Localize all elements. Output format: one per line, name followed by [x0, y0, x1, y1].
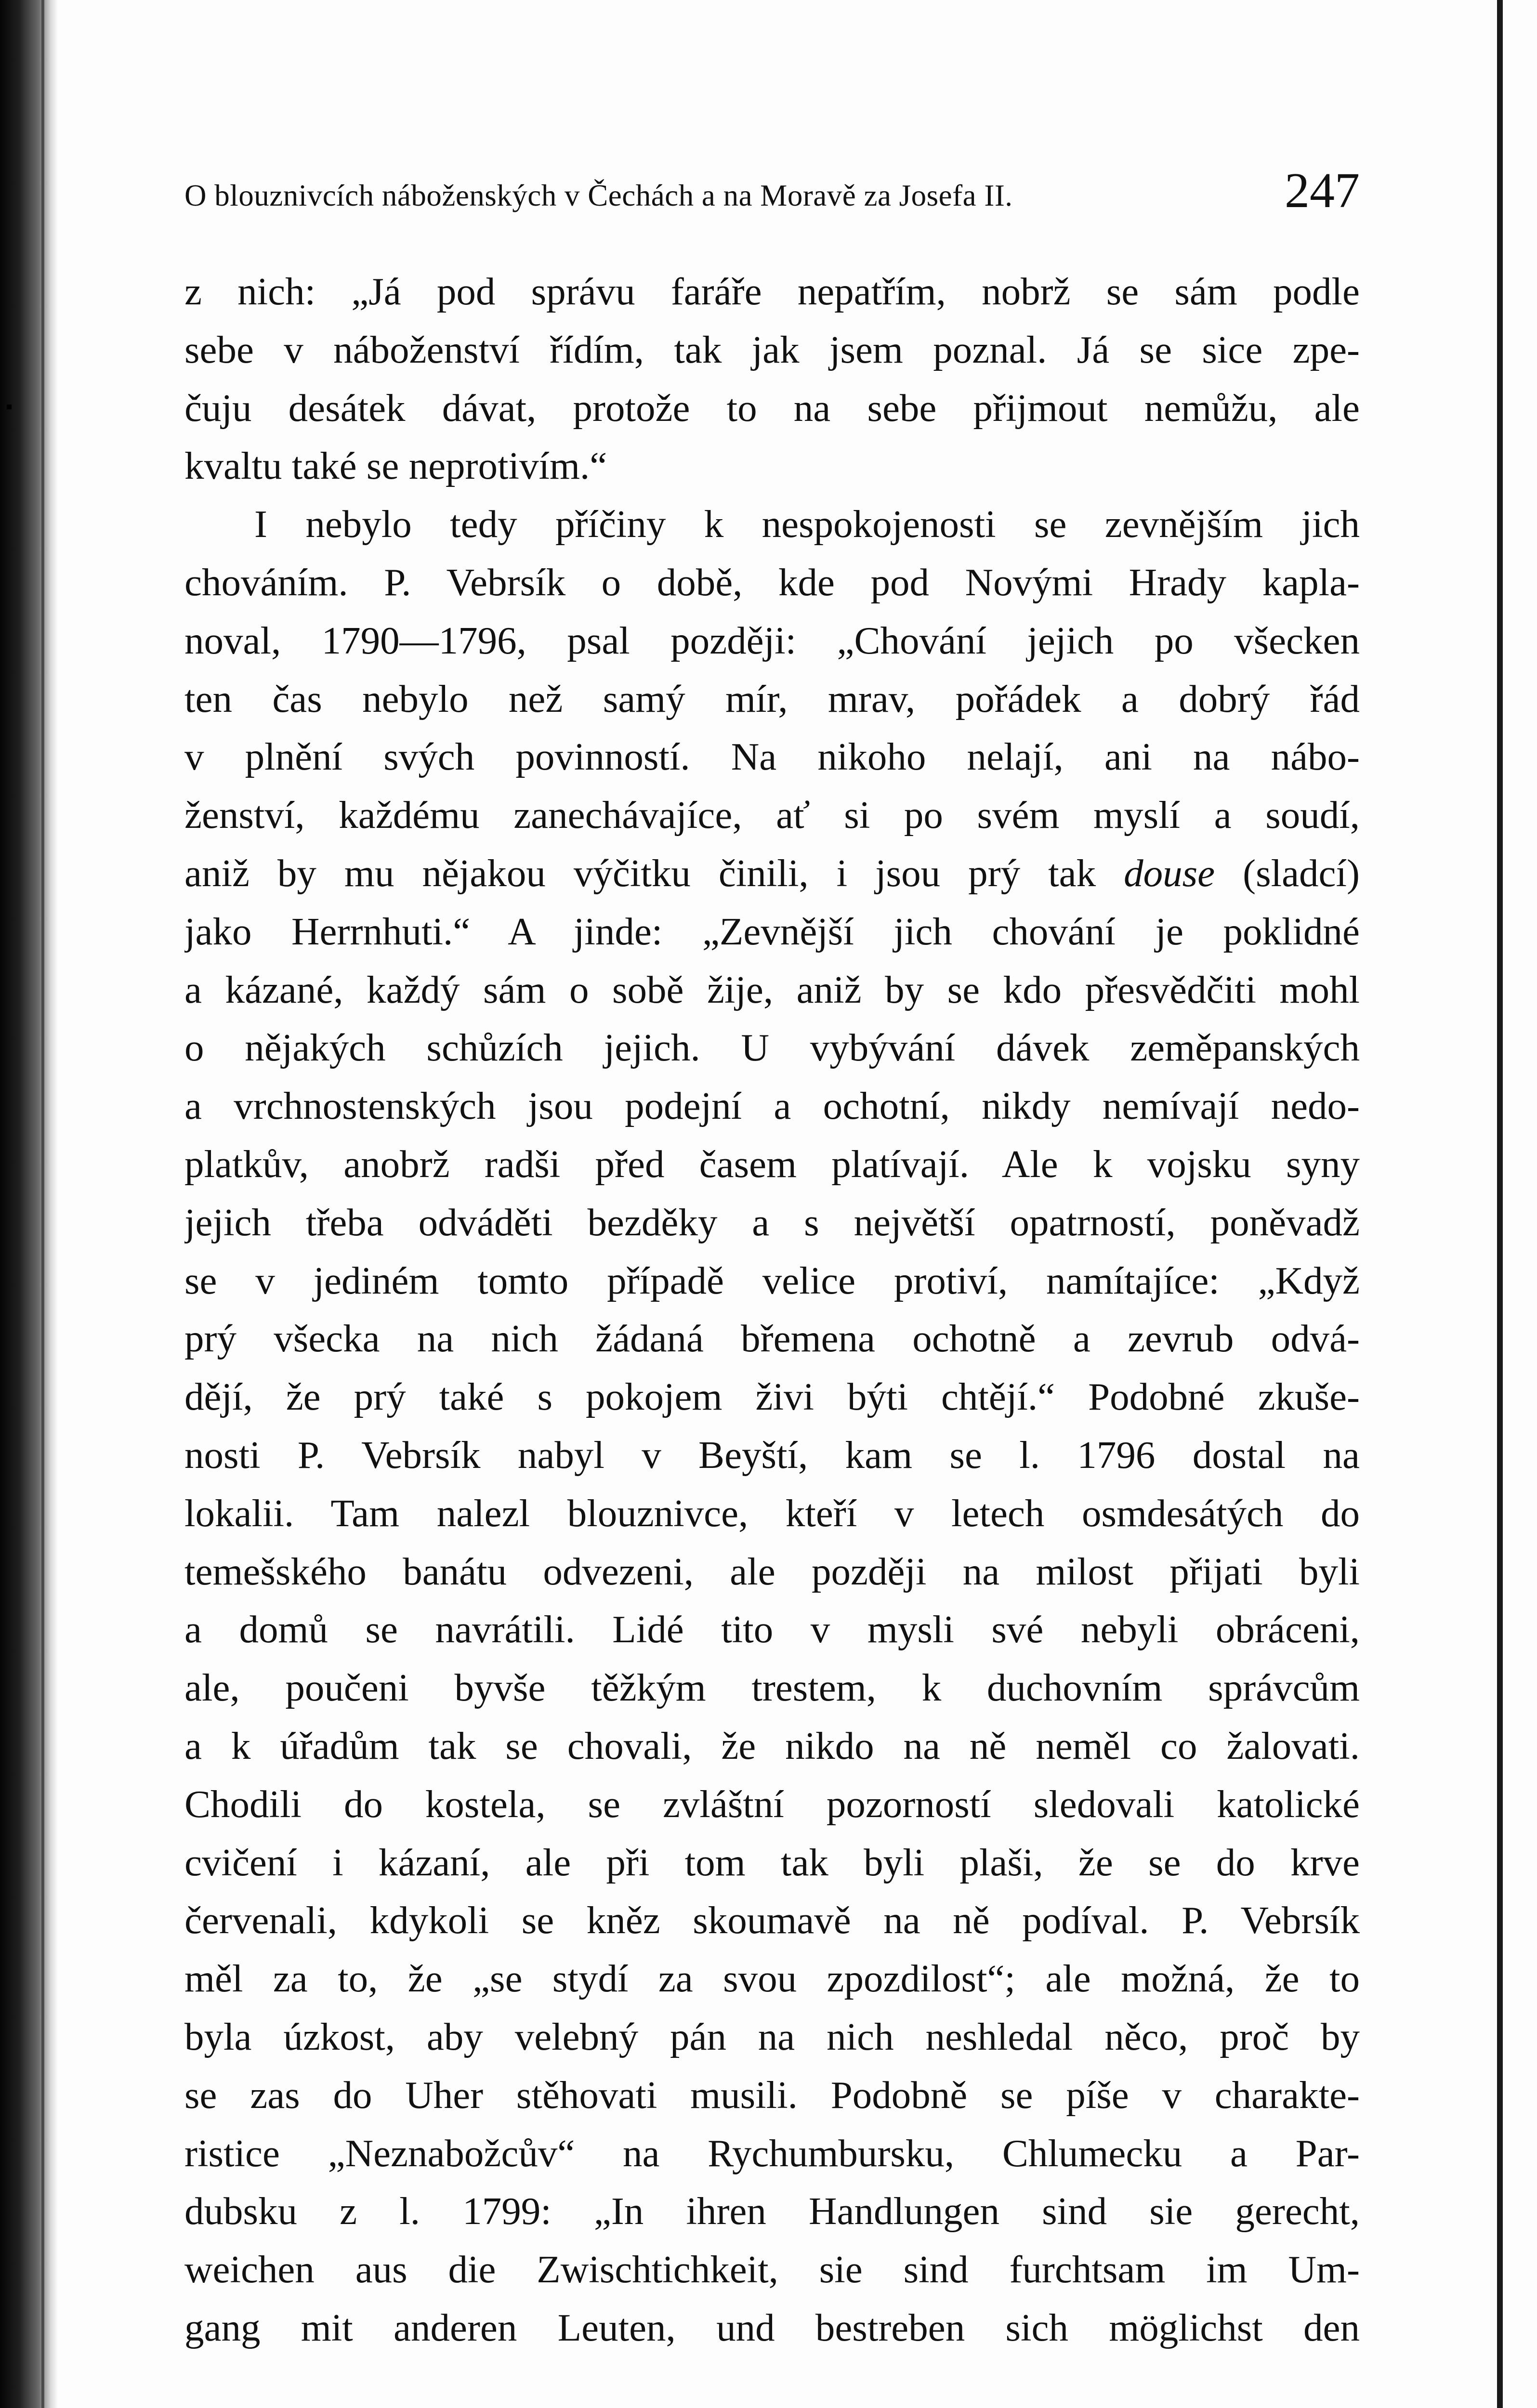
text-line: jako Herrnhuti.“ A jinde: „Zevnější jich chování je poklidné [184, 909, 1360, 953]
text-line: I nebylo tedy příčiny k nespokojenosti se zevnějším jich [254, 502, 1360, 546]
text-line: dějí, že prý také s pokojem živi býti chtějí.“ Podobné zkuše- [184, 1375, 1360, 1419]
text-line: sebe v náboženství řídím, tak jak jsem poznal. Já se sice zpe- [184, 327, 1360, 371]
text-line: byla úzkost, aby velebný pán na nich neshledal něco, proč by [184, 2015, 1360, 2058]
text-line: ženství, každému zanechávajíce, ať si po svém myslí a soudí, [184, 793, 1360, 837]
binding-edge [0, 0, 58, 2408]
text-line: o nějakých schůzích jejich. U vybývání dávek zeměpanských [184, 1026, 1360, 1070]
text-line: cvičení i kázaní, ale při tom tak byli plaši, že se do krve [184, 1840, 1360, 1884]
text-line: jejich třeba odváděti bezděky a s největší opatrností, poněvadž [184, 1200, 1360, 1244]
text-line: a kázané, každý sám o sobě žije, aniž by se kdo přesvědčiti mohl [184, 968, 1360, 1011]
text-line: a k úřadům tak se chovali, že nikdo na ně neměl co žalovati. [184, 1724, 1360, 1767]
text-line: gang mit anderen Leuten, und bestreben sich möglichst den [184, 2305, 1360, 2349]
text-line: prý všecka na nich žádaná břemena ochotně a zevrub odvá- [184, 1317, 1360, 1361]
running-title: O blouznivcích náboženských v Čechách a na Moravě za Josefa II. [184, 179, 1013, 212]
text-line: dubsku z l. 1799: „In ihren Handlungen sind sie gerecht, [184, 2189, 1360, 2233]
text-segment: (sladcí) [1215, 851, 1360, 895]
text-line: temešského banátu odvezeni, ale později na milost přijati byli [184, 1549, 1360, 1593]
text-line: nosti P. Vebrsík nabyl v Beyští, kam se l. 1796 dostal na [184, 1433, 1360, 1477]
binding-shadow [41, 0, 44, 2408]
text-line: se zas do Uher stěhovati musili. Podobně se píše v charakte- [184, 2073, 1360, 2117]
page-edge-rule [1497, 0, 1503, 2408]
text-line: Chodili do kostela, se zvláštní pozorností sledovali katolické [184, 1782, 1360, 1826]
text-line: noval, 1790—1796, psal později: „Chování jejich po všecken [184, 618, 1360, 662]
text-line-with-italic [184, 844, 1360, 903]
text-line: ten čas nebylo než samý mír, mrav, pořádek a dobrý řád [184, 677, 1360, 720]
text-line: a domů se navrátili. Lidé tito v mysli své nebyli obráceni, [184, 1608, 1360, 1651]
body-text [184, 262, 1360, 2357]
text-line: z nich: „Já pod správu faráře nepatřím, nobrž se sám podle [184, 270, 1360, 313]
page-number: 247 [1285, 163, 1360, 218]
text-line: v plnění svých povinností. Na nikoho nelají, ani na nábo- [184, 735, 1360, 779]
text-line: weichen aus die Zwischtichkeit, sie sind furchtsam im Um- [184, 2248, 1360, 2291]
text-line: ale, poučeni byvše těžkým trestem, k duchovním správcům [184, 1666, 1360, 1710]
text-line: lokalii. Tam nalezl blouznivce, kteří v letech osmdesátých do [184, 1491, 1360, 1535]
text-line: a vrchnostenských jsou podejní a ochotní, nikdy nemívají nedo- [184, 1084, 1360, 1128]
text-line: čuju desátek dávat, protože to na sebe přijmout nemůžu, ale [184, 386, 1360, 430]
text-line: chováním. P. Vebrsík o době, kde pod Novými Hrady kapla- [184, 560, 1360, 604]
text-line: se v jediném tomto případě velice protiví, namítajíce: „Když [184, 1258, 1360, 1302]
text-line: ristice „Neznabožcův“ na Rychumbursku, Chlumecku a Par- [184, 2131, 1360, 2175]
text-line: platkův, anobrž radši před časem platívají. Ale k vojsku syny [184, 1142, 1360, 1186]
page-header [184, 162, 1360, 234]
gutter-mark [7, 405, 12, 409]
italic-word: douse [1124, 851, 1215, 895]
text-segment: aniž by mu nějakou výčitku činili, i jsou prý tak [184, 851, 1096, 895]
text-line: měl za to, že „se stydí za svou zpozdilost“; ale možná, že to [184, 1957, 1360, 2001]
text-line: červenali, kdykoli se kněz skoumavě na ně podíval. P. Vebrsík [184, 1898, 1360, 1942]
text-line: kvaltu také se neprotivím.“ [184, 444, 607, 488]
